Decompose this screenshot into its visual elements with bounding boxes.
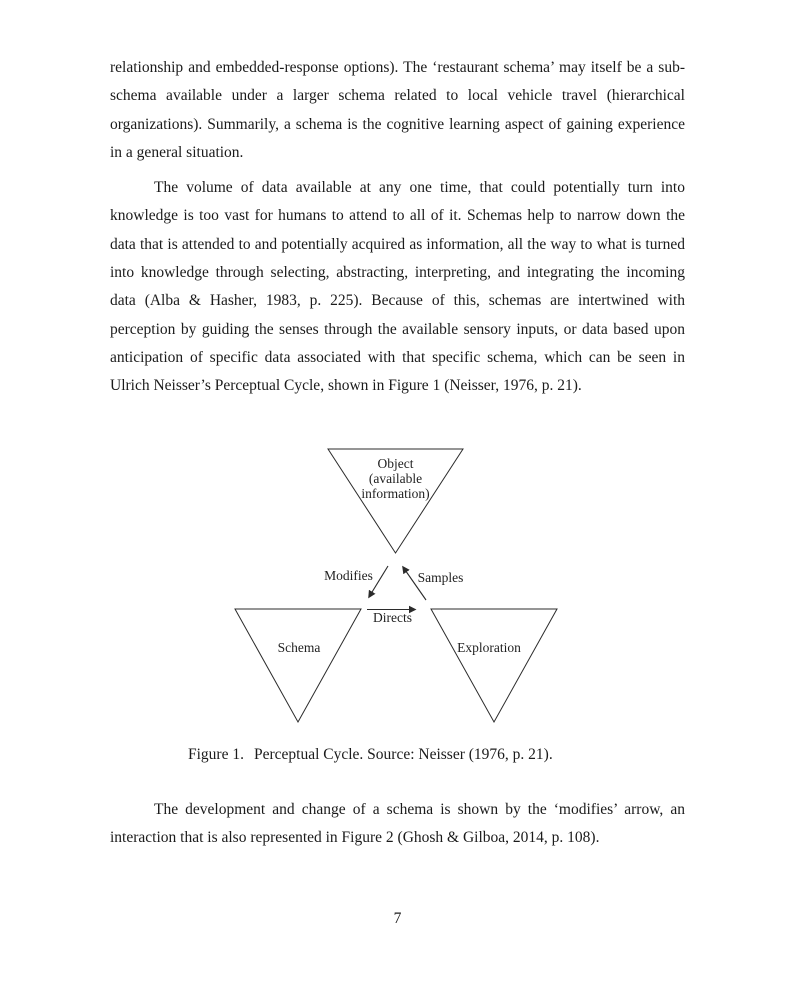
text-line: schema available under a larger schema related to local vehicle travel (hierarchical [110, 87, 685, 105]
object-label-line-2: (available [368, 470, 422, 486]
text-line: The development and change of a schema is shown by the ‘modifies’ arrow, an [154, 801, 685, 819]
object-label-line-3: information) [360, 485, 430, 501]
text-line: The volume of data available at any one time, that could potentially turn into [154, 179, 685, 197]
text-line: perception by guiding the senses through the available sensory inputs, or data based upon [110, 320, 685, 338]
figure-caption-text: Perceptual Cycle. Source: Neisser (1976, p. 21). [253, 745, 553, 763]
paragraph-3 [110, 796, 685, 853]
exploration-triangle [431, 609, 557, 722]
text-line: relationship and embedded-response options). The ‘restaurant schema’ may itself be a sub- [110, 59, 685, 76]
modifies-label: Modifies [323, 567, 373, 583]
text-line: data (Alba & Hasher, 1983, p. 225). Because of this, schemas are intertwined with [110, 292, 685, 310]
paragraph-2 [110, 174, 685, 400]
text-line: knowledge is too vast for humans to attend to all of it. Schemas help to narrow down the [110, 207, 685, 225]
text-line: into knowledge through selecting, abstracting, interpreting, and integrating the incoming [110, 264, 685, 282]
exploration-label: Exploration [456, 639, 521, 655]
text-line: in a general situation. [110, 143, 244, 161]
perceptual-cycle-diagram [198, 441, 598, 731]
figure-caption-label: Figure 1. [188, 745, 244, 763]
schema-triangle [235, 609, 361, 722]
text-line: Ulrich Neisser’s Perceptual Cycle, shown in Figure 1 (Neisser, 1976, p. 21). [110, 377, 582, 395]
figure-1 [110, 441, 685, 741]
object-label-line-1: Object [377, 455, 413, 471]
directs-label: Directs [372, 609, 412, 625]
schema-label: Schema [277, 639, 320, 655]
text-line: organizations). Summarily, a schema is the cognitive learning aspect of gaining experience [110, 115, 685, 133]
samples-label: Samples [417, 569, 463, 585]
figure-caption [188, 741, 685, 769]
page-number: 7 [393, 909, 402, 927]
text-line: data that is attended to and potentially acquired as information, all the way to what is turned [110, 235, 685, 253]
paragraph-1 [110, 54, 685, 167]
text-line: interaction that is also represented in Figure 2 (Ghosh & Gilboa, 2014, p. 108). [110, 829, 600, 847]
text-line: anticipation of specific data associated with that specific schema, which can be seen in [110, 348, 685, 366]
